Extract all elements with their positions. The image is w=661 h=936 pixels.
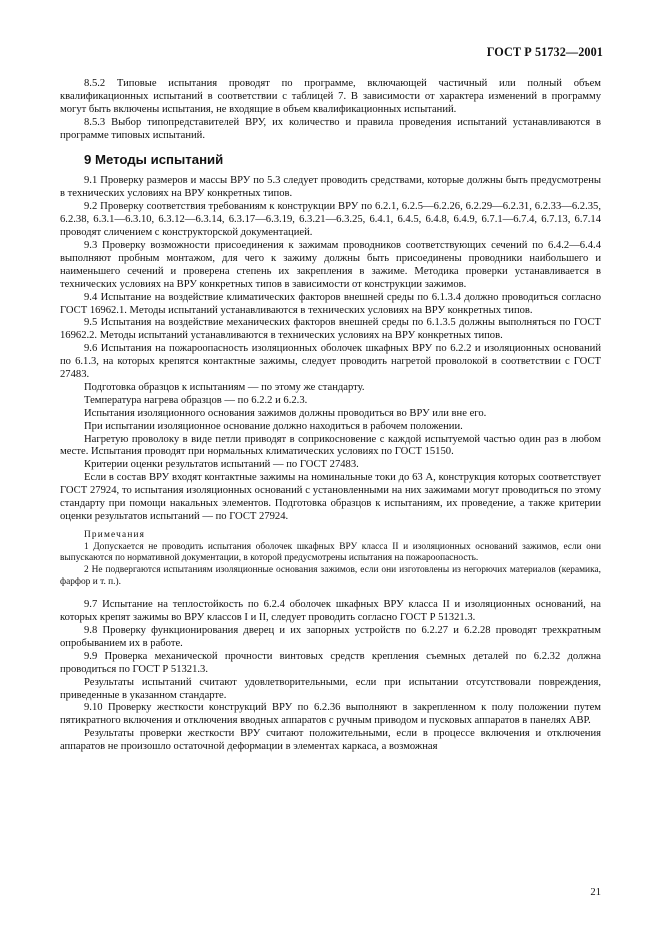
paragraph-8-5-3: 8.5.3 Выбор типопредставителей ВРУ, их количество и правила проведения испытаний устанавливаются в программе типовых испытаний. bbox=[60, 116, 601, 141]
paragraph-9-6: 9.6 Испытания на пожароопасность изоляционных оболочек шкафных ВРУ по 6.2.2 и изоляционных оснований по 6.1.3, на которых крепятся контактные зажимы, следует проводить нагретой проволокой в соответствии с ГОСТ 27483. bbox=[60, 343, 601, 381]
paragraph-9-3: 9.3 Проверку возможности присоединения к зажимам проводников соответствующих сечений по 6.4.2—6.4.4 выполняют пробным монтажом, для чего к зажиму должны быть присоединены проводники наибольшего и наименьшего сечений и проверена степень их закрепления в зажиме. Методика проверки устанавливается в технических условиях на ВРУ конкретных типов в зависимости от конструкции зажимов. bbox=[60, 239, 601, 290]
paragraph-criteria: Критерии оценки результатов испытаний — по ГОСТ 27483. bbox=[84, 459, 359, 471]
note-item-2: 2 Не подвергаются испытаниям изоляционные основания зажимов, если они изготовлены из негорючих материалов (керамика, фарфор и т. п.). bbox=[60, 565, 601, 587]
document-body bbox=[60, 78, 601, 754]
notes-title: Примечания bbox=[84, 529, 146, 540]
paragraph-9-7: 9.7 Испытание на теплостойкость по 6.2.4 оболочек шкафных ВРУ класса II и изоляционных оснований, на которых крепят зажимы во ВРУ классов I и II, следует проводить согласно ГОСТ Р 51321.3. bbox=[60, 599, 601, 624]
paragraph-9-8: 9.8 Проверку функционирования дверец и их запорных устройств по 6.2.27 и 6.2.28 проводят трехкратным опробыванием их в работе. bbox=[60, 625, 601, 649]
paragraph-rigidity-results: Результаты проверки жесткости ВРУ считают положительными, если в процессе включения и отключения аппаратов не произошло остаточной деформации в элементах каркаса, а возможная bbox=[60, 728, 601, 753]
paragraph-9-4: 9.4 Испытание на воздействие климатических факторов внешней среды по 6.1.3.4 должно проводиться согласно ГОСТ 16962.1. Методы испытаний устанавливаются в технических условиях на ВРУ конкретных типов. bbox=[60, 291, 601, 316]
note-item-1: 1 Допускается не проводить испытания оболочек шкафных ВРУ класса II и изоляционных оснований зажимов, если они выпускаются по нормативной документации, в которой предусмотрены испытания на пожароопасность. bbox=[60, 541, 601, 564]
paragraph-9-2: 9.2 Проверку соответствия требованиям к конструкции ВРУ по 6.2.1, 6.2.5—6.2.26, 6.2.29—6.2.31, 6.2.33—6.2.35, 6.2.38, 6.3.1—6.3.10, 6.3.12—6.3.14, 6.3.17—6.3.19, 6.3.21—6.3.25, 6.4.1, 6.4.5, 6.4.8, 6.4.9, 6.7.1—6.7.4, 6.7.13, 6.7.14 проводят сличением с конструкторской документацией. bbox=[60, 201, 601, 239]
paragraph-9-10: 9.10 Проверку жесткости конструкций ВРУ по 6.2.36 выполняют в закрепленном к полу положении путем пятикратного включения и отключения вводных аппаратов с ручным приводом и пусковых аппаратов в панелях АВР. bbox=[60, 702, 601, 727]
paragraph-9-9: 9.9 Проверка механической прочности винтовых средств крепления съемных деталей по 6.2.32 должна проводиться по ГОСТ Р 51321.3. bbox=[60, 650, 601, 675]
section-heading: 9 Методы испытаний bbox=[84, 151, 224, 167]
paragraph-working-position: При испытании изоляционное основание должно находиться в рабочем положении. bbox=[84, 420, 463, 432]
paragraph-8-5-2: 8.5.2 Типовые испытания проводят по программе, включающей частичный или полный объем квалификационных испытаний в соответствии с таблицей 7. В зависимости от характера изменений в программу могут быть включены испытания, не входящие в объем квалификационных испытаний. bbox=[60, 78, 601, 115]
doc-code-header: ГОСТ Р 51732—2001 bbox=[486, 45, 603, 59]
paragraph-sample-prep: Подготовка образцов к испытаниям — по этому же стандарту. bbox=[84, 381, 365, 393]
page-number: 21 bbox=[590, 887, 601, 898]
paragraph-9-1: 9.1 Проверку размеров и массы ВРУ по 5.3 следует проводить средствами, которые должны быть предусмотрены в технических условиях на ВРУ конкретных типов. bbox=[60, 175, 601, 200]
paragraph-base-tests: Испытания изоляционного основания зажимов должны проводиться во ВРУ или вне его. bbox=[84, 407, 487, 419]
paragraph-results-ok: Результаты испытаний считают удовлетворительными, если при испытании отсутствовали повреждения, приведенные в указанном стандарте. bbox=[60, 676, 601, 701]
paragraph-wire-loop: Нагретую проволоку в виде петли приводят в соприкосновение с каждой испытуемой частью один раз в любом месте. Испытания проводят при нормальных климатических условиях по ГОСТ 15150. bbox=[60, 433, 601, 458]
paragraph-63a-clamps: Если в состав ВРУ входят контактные зажимы на номинальные токи до 63 А, конструкция которых соответствует ГОСТ 27924, то испытания изоляционных оснований с установленными на них зажимами могут проводиться по этому стандарту при помощи накальных элементов. Подготовка образцов к испытаниям, их проведение, а также критерии оценки результатов испытаний — по ГОСТ 27924. bbox=[60, 472, 601, 522]
paragraph-heat-temp: Температура нагрева образцов — по 6.2.2 и 6.2.3. bbox=[84, 394, 308, 406]
paragraph-9-5: 9.5 Испытания на воздействие механических факторов внешней среды по 6.1.3.5 должны выполняться по ГОСТ 16962.2. Методы испытаний устанавливаются в технических условиях на ВРУ конкретных типов. bbox=[60, 317, 601, 342]
